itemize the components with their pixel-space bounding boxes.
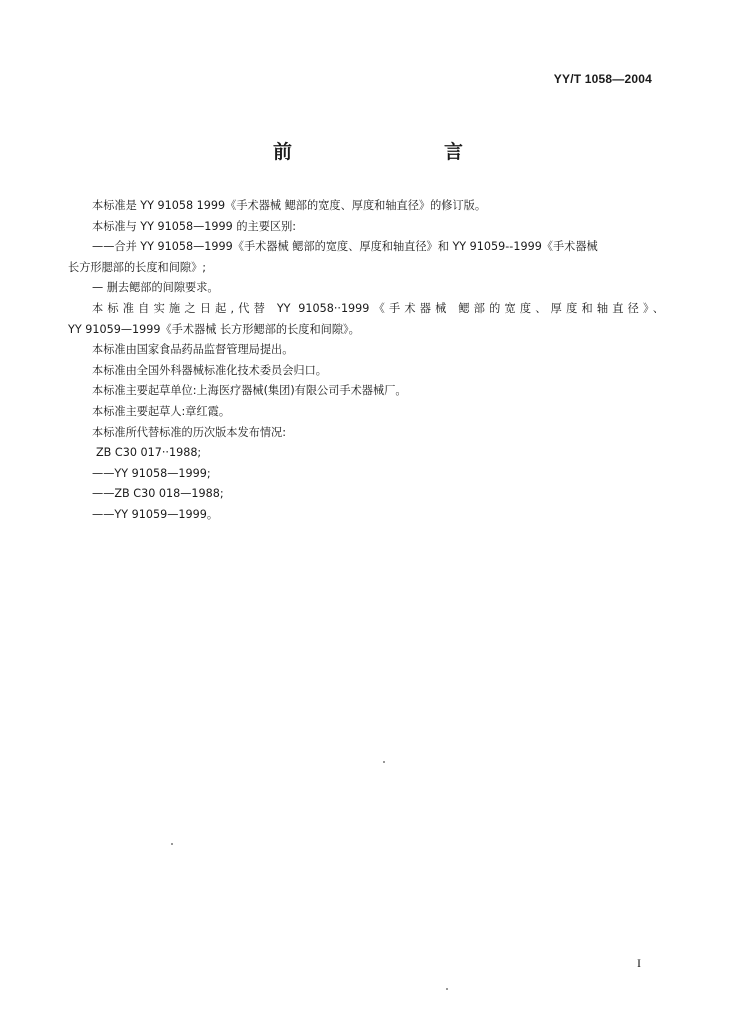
- page-title: 前 言: [272, 141, 501, 163]
- page-number: I: [637, 956, 641, 970]
- foreword-body: [68, 196, 664, 526]
- history-item: ——ZB C30 018—1988;: [92, 487, 224, 501]
- history-item: ——YY 91058—1999;: [92, 466, 211, 480]
- scan-speck: [171, 843, 173, 845]
- paragraph-managed-by: 本标准由全国外科器械标准化技术委员会归口。: [92, 363, 327, 377]
- standard-code: YY/T 1058—2004: [553, 72, 652, 86]
- paragraph-proposed-by: 本标准由国家食品药品监督管理局提出。: [92, 343, 294, 357]
- paragraph-drafter: 本标准主要起草人:章红霞。: [92, 404, 231, 418]
- history-item: ZB C30 017··1988;: [96, 446, 202, 460]
- scan-speck: [383, 761, 385, 763]
- paragraph-history-intro: 本标准所代替标准的历次版本发布情况:: [92, 425, 286, 439]
- paragraph-revision-note: 本标准是 YY 91058 1999《手术器械 鳃部的宽度、厚度和轴直径》的修订版。: [92, 199, 487, 212]
- paragraph-remove-gap: — 删去鳃部的间隙要求。: [92, 281, 219, 295]
- paragraph-replaces-line-1: 本标准自实施之日起,代替 YY 91058··1999《手术器械 鳃部的宽度、厚度和轴直径》、: [92, 301, 664, 315]
- history-item: ——YY 91059—1999。: [92, 507, 219, 521]
- paragraph-merge-line-1: ——合并 YY 91058—1999《手术器械 鳃部的宽度、厚度和轴直径》和 YY 91059--1999《手术器械: [92, 240, 598, 254]
- scan-speck: [446, 988, 448, 990]
- paragraph-main-differences: 本标准与 YY 91058—1999 的主要区别:: [92, 219, 297, 233]
- paragraph-drafting-unit: 本标准主要起草单位:上海医疗器械(集团)有限公司手术器械厂。: [92, 384, 407, 398]
- paragraph-replaces-line-2: YY 91059—1999《手术器械 长方形鳃部的长度和间隙》。: [68, 322, 360, 336]
- paragraph-merge-line-2: 长方形腮部的长度和间隙》;: [68, 260, 207, 274]
